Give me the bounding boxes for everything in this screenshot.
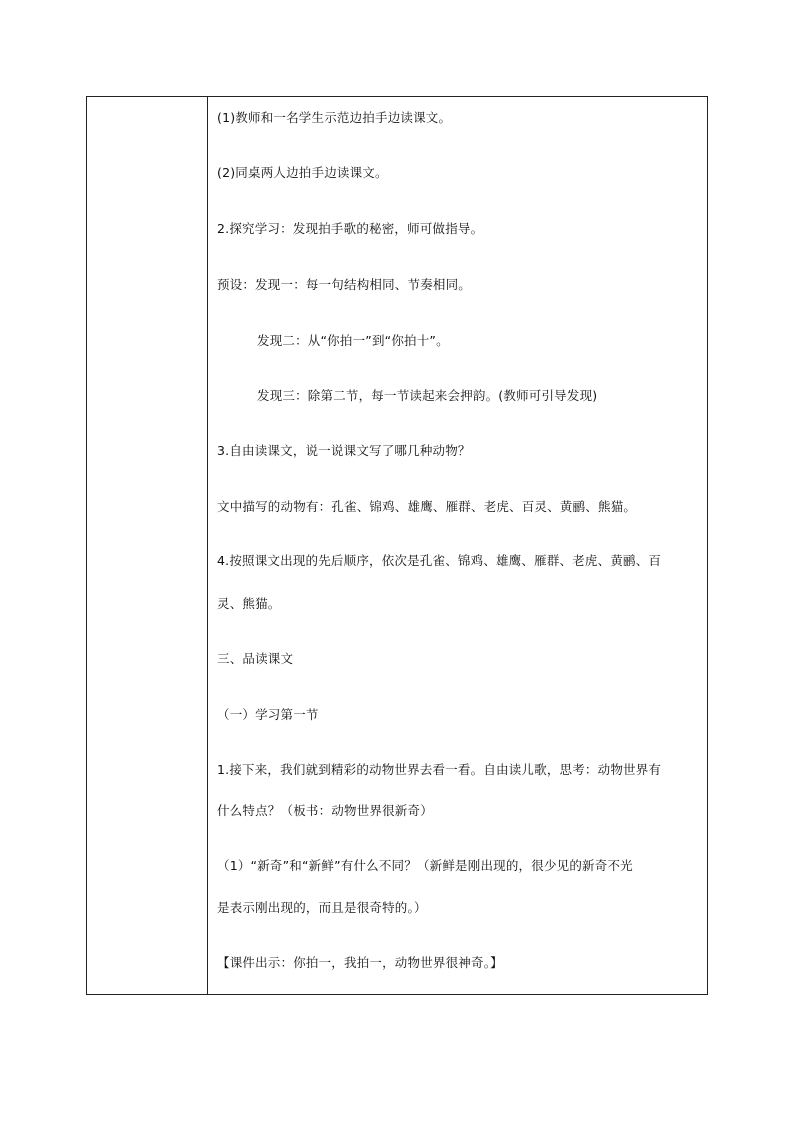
text-line: 是表示刚出现的，而且是很奇特的。） (217, 900, 427, 915)
text-line: 发现三：除第二节，每一节读起来会押韵。(教师可引导发现) (257, 388, 598, 403)
text-line: 预设：发现一：每一句结构相同、节奏相同。 (217, 277, 472, 292)
text-line: 4.按照课文出现的先后顺序，依次是孔雀、锦鸡、雄鹰、雁群、老虎、黄鹂、百 (217, 553, 662, 568)
subsection-heading: （一）学习第一节 (217, 707, 319, 722)
text-line: 文中描写的动物有：孔雀、锦鸡、雄鹰、雁群、老虎、百灵、黄鹂、熊猫。 (217, 499, 637, 514)
text-line: 什么特点？（板书：动物世界很新奇） (217, 803, 433, 818)
text-line: 2.探究学习：发现拍手歌的秘密，师可做指导。 (217, 221, 484, 236)
text-line: (1)教师和一名学生示范边拍手边读课文。 (217, 110, 452, 125)
left-column-cell (87, 97, 208, 994)
lesson-plan-table (86, 96, 708, 995)
content-cell (208, 97, 707, 994)
text-line: 灵、熊猫。 (217, 596, 281, 611)
text-line: 1.接下来，我们就到精彩的动物世界去看一看。自由读儿歌，思考：动物世界有 (217, 762, 662, 777)
courseware-display: 【课件出示：你拍一，我拍一，动物世界很神奇。】 (217, 955, 503, 970)
text-line: （1）“新奇”和“新鲜”有什么不同？（新鲜是刚出现的，很少见的新奇不光 (217, 858, 633, 873)
text-line: 发现二：从“你拍一”到“你拍十”。 (257, 333, 449, 348)
text-line: 3.自由读课文，说一说课文写了哪几种动物？ (217, 443, 471, 458)
text-line: (2)同桌两人边拍手边读课文。 (217, 165, 388, 180)
section-heading: 三、品读课文 (217, 651, 294, 666)
